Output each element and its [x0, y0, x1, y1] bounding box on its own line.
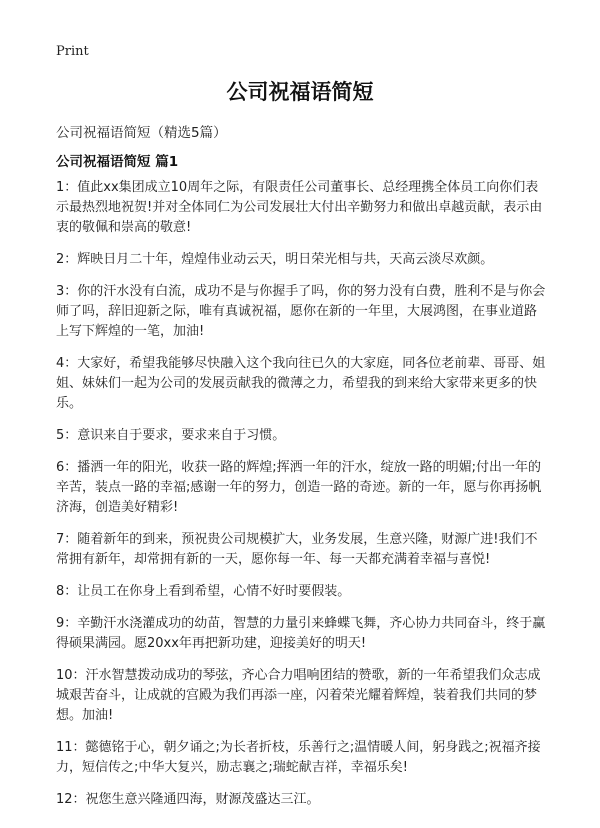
blessing-list: [56, 178, 546, 822]
subtitle: 公司祝福语简短（精选5篇）: [56, 125, 227, 141]
blessing-item: 2：辉映日月二十年，煌煌伟业动云天，明日荣光相与共，天高云淡尽欢颜。: [56, 252, 494, 267]
blessing-item: 8：让员工在你身上看到希望，心情不好时要假装。: [56, 584, 351, 599]
blessing-item: 7：随着新年的到来，预祝贵公司规模扩大，业务发展，生意兴隆，财源广进!我们不常拥有新年，却常拥有新的一天，愿你每一年、每一天都充满着幸福与喜悦!: [56, 532, 538, 567]
blessing-item: 9：辛勤汗水浇灌成功的幼苗，智慧的力量引来蜂蝶飞舞，齐心协力共同奋斗，终于赢得硕果满园。愿20xx年再把新功建，迎接美好的明天!: [56, 616, 546, 651]
blessing-item: 11：懿德铭于心，朝夕诵之;为长者折枝，乐善行之;温情暖人间，躬身践之;祝福齐接力，短信传之;中华大复兴，励志襄之;瑞蛇献吉祥，幸福乐矣!: [56, 740, 541, 775]
blessing-item: 10：汗水智慧拨动成功的琴弦，齐心合力唱响团结的赞歌，新的一年希望我们众志成城艰苦奋斗，让成就的宫殿为我们再添一座，闪着荣光耀着辉煌，装着我们共同的梦想。加油!: [56, 668, 541, 723]
blessing-item: 4：大家好，希望我能够尽快融入这个我向往已久的大家庭，同各位老前辈、哥哥、姐姐、妹妹们一起为公司的发展贡献我的微薄之力，希望我的到来给大家带来更多的快乐。: [56, 356, 546, 411]
print-link[interactable]: Print: [56, 44, 89, 59]
blessing-item: 5：意识来自于要求，要求来自于习惯。: [56, 428, 286, 443]
page-title: 公司祝福语简短: [226, 80, 374, 104]
blessing-item: 1：值此xx集团成立10周年之际，有限责任公司董事长、总经理携全体员工向你们表示最热烈地祝贺!并对全体同仁为公司发展壮大付出辛勤努力和做出卓越贡献，表示由衷的敬佩和崇高的敬意!: [56, 180, 543, 235]
blessing-item: 6：播洒一年的阳光，收获一路的辉煌;挥洒一年的汗水，绽放一路的明媚;付出一年的辛苦，装点一路的幸福;感谢一年的努力，创造一路的奇迹。新的一年，愿与你再扬帆济海，创造美好精彩!: [56, 460, 542, 515]
blessing-item: 3：你的汗水没有白流，成功不是与你握手了吗，你的努力没有白费，胜利不是与你会师了吗，辞旧迎新之际，唯有真诚祝福，愿你在新的一年里，大展鸿图，在事业道路上写下辉煌的一笔，加油!: [56, 284, 546, 339]
blessing-item: 12：祝您生意兴隆通四海，财源茂盛达三江。: [56, 792, 320, 807]
section-heading: 公司祝福语简短 篇1: [56, 154, 179, 170]
